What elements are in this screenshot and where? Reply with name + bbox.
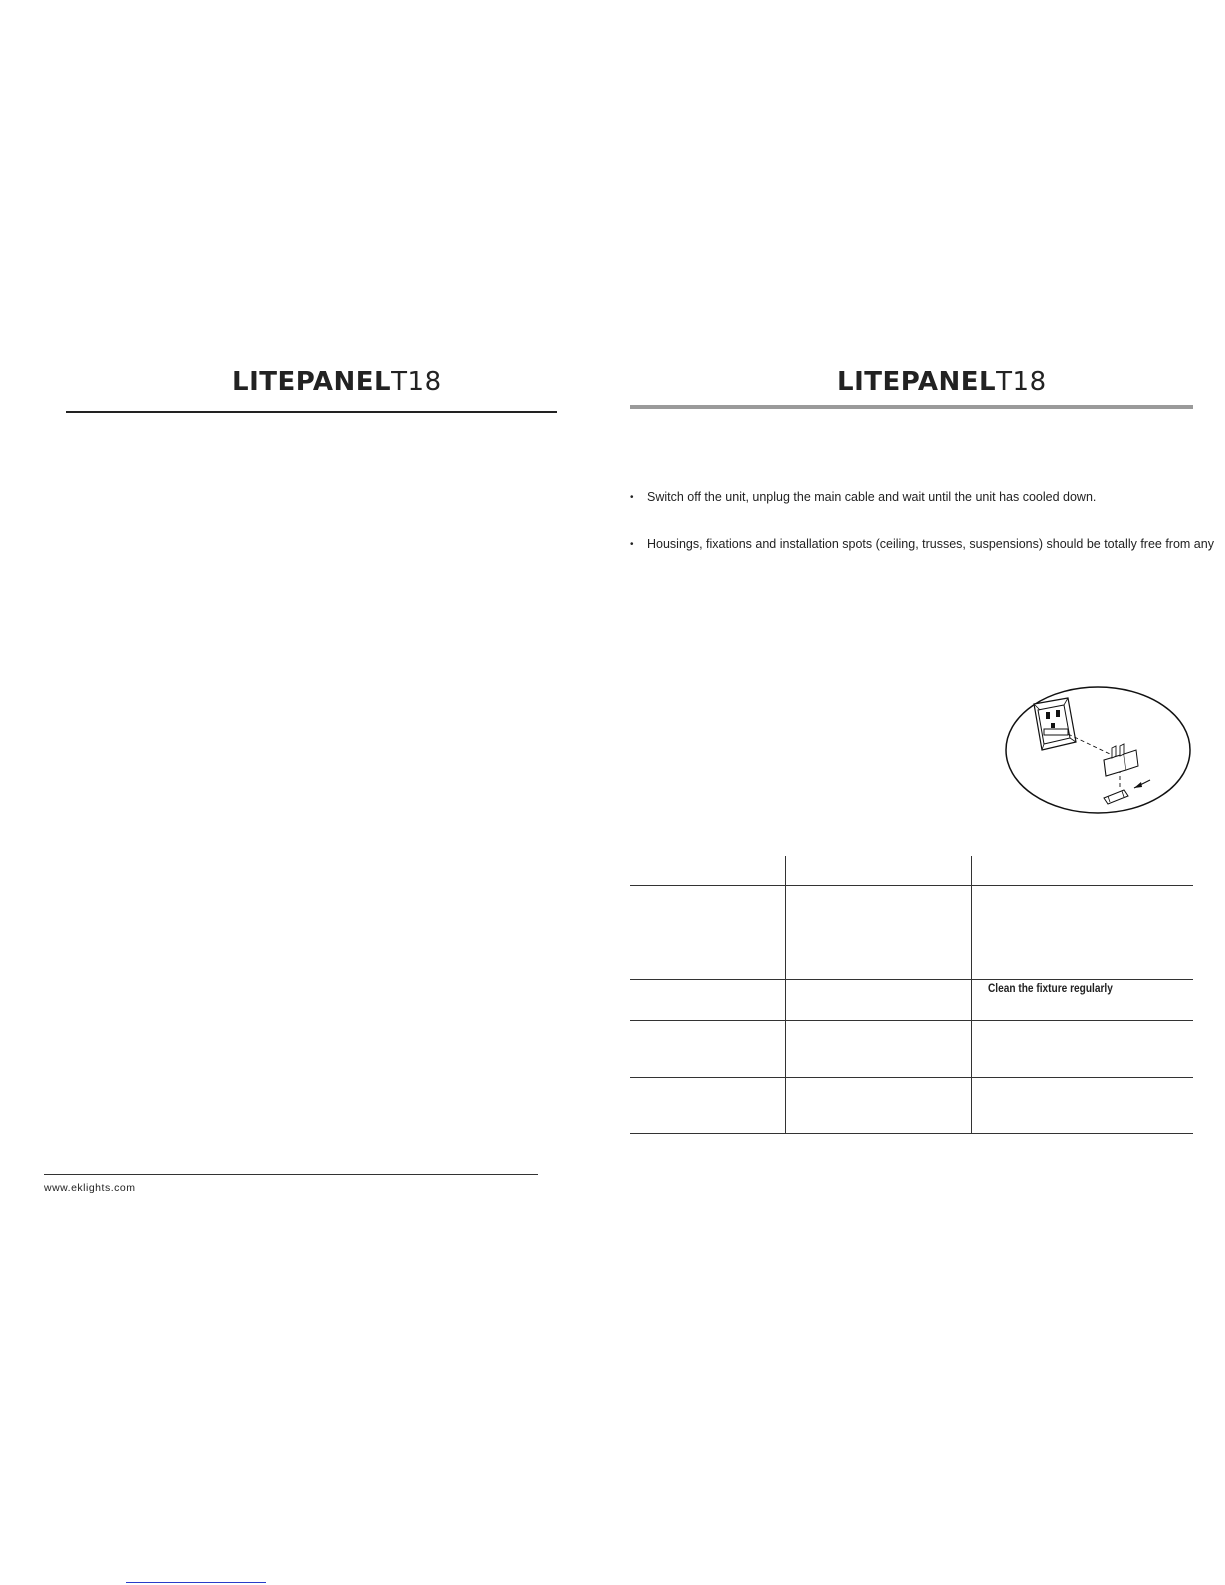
table-header-rule [630, 885, 1193, 886]
table-bottom-rule [630, 1133, 1193, 1134]
logo-lite-text: LITE [837, 367, 901, 397]
left-logo [232, 366, 442, 398]
right-header-rule [630, 405, 1193, 409]
table-column-divider [971, 856, 972, 1134]
bullet-text: Housings, fixations and installation spots (ceiling, trusses, suspensions) should be totally free from any [647, 537, 1214, 551]
fuse-replacement-icon [1004, 684, 1194, 816]
left-header-rule [66, 411, 557, 413]
table-column-divider [785, 856, 786, 1134]
logo-model-text: T18 [996, 367, 1047, 397]
bottom-link-underline [126, 1582, 266, 1583]
footer-url: www.eklights.com [44, 1182, 136, 1194]
logo-panel-text: PANEL [900, 367, 997, 397]
bullet-item: • Switch off the unit, unplug the main cable and wait until the unit has cooled down. [630, 490, 1097, 504]
logo-model-text: T18 [391, 367, 442, 397]
table-row-rule [630, 1077, 1193, 1078]
table-row-rule [630, 1020, 1193, 1021]
table-row-rule [630, 979, 1193, 980]
bullet-item: • Housings, fixations and installation spots (ceiling, trusses, suspensions) should be totally free from any [630, 537, 1214, 551]
table-cell: Clean the fixture regularly [988, 983, 1113, 995]
bullet-text: Switch off the unit, unplug the main cable and wait until the unit has cooled down. [647, 490, 1097, 504]
left-footer-rule [44, 1174, 538, 1175]
right-logo [837, 366, 1047, 398]
logo-lite-text: LITE [232, 367, 296, 397]
logo-panel-text: PANEL [295, 367, 392, 397]
